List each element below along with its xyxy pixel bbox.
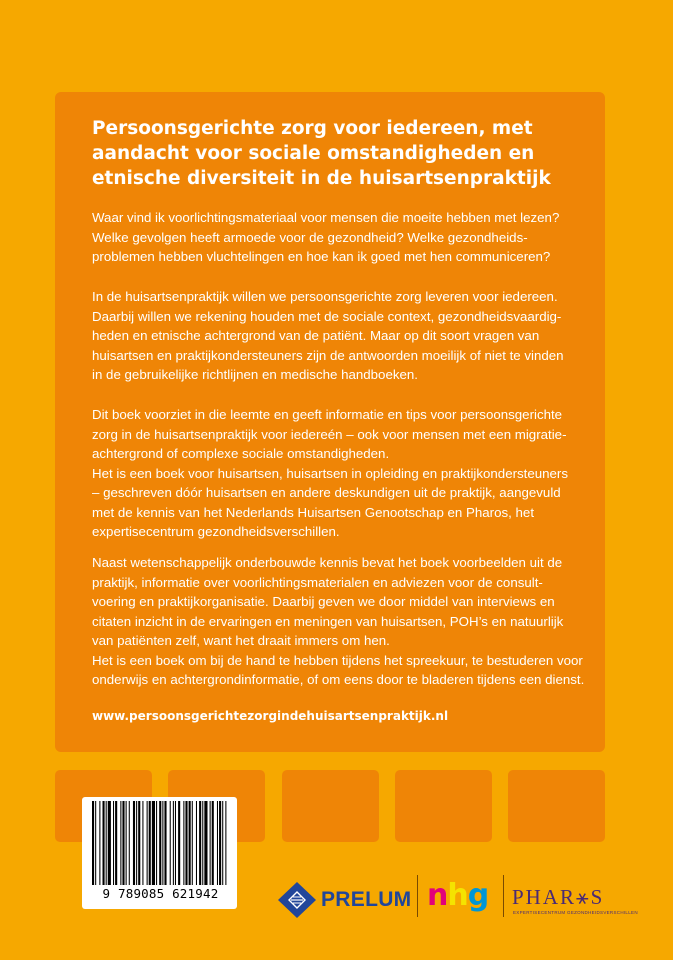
- barcode-bar: [115, 801, 117, 885]
- text-line: Het is een boek om bij de hand te hebben tijdens het spreekuur, te bestuderen voor: [92, 652, 583, 668]
- website-link[interactable]: www.persoonsgerichtezorgindehuisartsenpraktijk.nl: [92, 709, 449, 723]
- barcode-number: 9 789085 621942: [102, 886, 219, 901]
- publisher-logos: [275, 870, 638, 925]
- barcode-bar: [103, 801, 105, 885]
- text-line: expertisecentrum gezondheidsverschillen.: [92, 524, 340, 539]
- barcode-bar: [106, 801, 107, 885]
- prelum-logo-text: PRELUM: [321, 888, 412, 911]
- barcode-bar: [133, 801, 135, 885]
- barcode-bar: [210, 801, 211, 885]
- barcode-bar: [217, 801, 218, 885]
- barcode-bar: [129, 801, 130, 885]
- barcode-bar: [219, 801, 221, 885]
- text-line: Naast wetenschappelijk onderbouwde kennis bevat het boek voorbeelden uit de: [92, 555, 563, 570]
- barcode-bar: [156, 801, 157, 885]
- barcode-bar: [149, 801, 151, 885]
- barcode-bar: [99, 801, 100, 885]
- barcode-bar: [222, 801, 223, 885]
- paragraph-questions: [92, 208, 592, 267]
- text-line: zorg in de huisartsenpraktijk voor iedereén – ook voor mensen met een migratie-: [92, 426, 567, 442]
- barcode-bar: [162, 801, 163, 885]
- logo-divider: [417, 875, 418, 917]
- text-line: achtergrond of complexe sociale omstandigheden.: [92, 446, 390, 461]
- barcode-bar: [199, 801, 201, 885]
- text-line: In de huisartsenpraktijk willen we persoonsgerichte zorg leveren voor iedereen.: [92, 289, 558, 304]
- text-line: van patiënten zelf, want het draait immers om hen.: [92, 633, 390, 648]
- text-line: onderwijs en achtergrondinformatie, of om eens door te bladeren tijdens een dienst.: [92, 672, 585, 687]
- prelum-logo-icon: [278, 882, 316, 918]
- paragraph-context: [92, 287, 592, 385]
- text-line: heden en etnische achtergrond van de patiënt. Maar op dit soort vragen van: [92, 328, 540, 343]
- text-line: citaten inzicht in de ervaringen en meningen van huisartsen, POH’s en natuurlijk: [92, 613, 564, 629]
- logo-divider: [503, 875, 504, 917]
- barcode-bar: [164, 801, 166, 885]
- title-line: Persoonsgerichte zorg voor iedereen, met: [92, 118, 533, 139]
- barcode-bar: [95, 801, 96, 885]
- barcode-bar: [92, 801, 94, 885]
- text-line: – geschreven dóór huisartsen en andere deskundigen uit de praktijk, aangevuld: [92, 485, 561, 500]
- barcode-bar: [212, 801, 214, 885]
- barcode-bar: [185, 801, 187, 885]
- text-line: voering en praktijkorganisatie. Daarbij geven we door middel van interviews en: [92, 594, 555, 609]
- barcode-bar: [147, 801, 148, 885]
- barcode-bar: [196, 801, 197, 885]
- barcode-bar: [189, 801, 191, 885]
- decor-tile: [508, 770, 605, 842]
- pharos-logo-subtitle: EXPERTISECENTRUM GEZONDHEIDSVERSCHILLEN: [513, 910, 638, 915]
- nhg-letter-h: h: [447, 878, 468, 913]
- isbn-barcode: [82, 797, 237, 909]
- text-line: problemen hebben vluchtelingen en hoe kan ik goed met hen communiceren?: [92, 249, 551, 264]
- title-line: etnische diversiteit in de huisartsenpraktijk: [92, 168, 551, 189]
- barcode-bar: [113, 801, 114, 885]
- barcode-bar: [108, 801, 111, 885]
- text-line: Het is een boek voor huisartsen, huisartsen in opleiding en praktijkondersteuners: [92, 465, 569, 481]
- decor-tile: [282, 770, 379, 842]
- barcode-bar: [152, 801, 155, 885]
- barcode-bar: [204, 801, 207, 885]
- barcode-bar: [170, 801, 171, 885]
- text-line: huisartsen en praktijkondersteuners zijn de antwoorden moeilijk of niet te vinden: [92, 347, 564, 363]
- text-line: Daarbij willen we rekening houden met de sociale context, gezondheidsvaardig-: [92, 308, 562, 324]
- text-line: praktijk, informatie over voorlichtingsmaterialen en adviezen voor de consult-: [92, 574, 543, 590]
- nhg-letter-n: n: [427, 878, 448, 913]
- nhg-letter-g: g: [467, 878, 489, 913]
- text-line: Dit boek voorziet in die leemte en geeft informatie en tips voor persoonsgerichte: [92, 407, 563, 422]
- barcode-bar: [173, 801, 174, 885]
- paragraph-contents: [92, 553, 592, 690]
- barcode-bar: [178, 801, 180, 885]
- barcode-bar: [159, 801, 161, 885]
- barcode-bar: [142, 801, 143, 885]
- barcode-bar: [126, 801, 127, 885]
- text-line: Welke gevolgen heeft armoede voor de gezondheid? Welke gezondheids-: [92, 229, 528, 245]
- barcode-bar: [122, 801, 124, 885]
- barcode-bar: [138, 801, 140, 885]
- pharos-logo-text: PHAR⚹S: [512, 885, 605, 909]
- barcode-bar: [202, 801, 203, 885]
- text-line: Waar vind ik voorlichtingsmateriaal voor mensen die moeite hebben met lezen?: [92, 210, 560, 225]
- text-line: in de gebruikelijke richtlijnen en medische handboeken.: [92, 367, 418, 382]
- text-line: met de kennis van het Nederlands Huisartsen Genootschap en Pharos, het: [92, 504, 535, 520]
- paragraph-book-purpose: [92, 405, 592, 542]
- nhg-logo: [427, 878, 488, 913]
- barcode-bar: [175, 801, 176, 885]
- title-line: aandacht voor sociale omstandigheden en: [92, 143, 535, 164]
- barcode-bars: [88, 801, 231, 885]
- barcode-bar: [192, 801, 193, 885]
- barcode-bar: [225, 801, 226, 885]
- barcode-bar: [136, 801, 137, 885]
- barcode-bar: [120, 801, 121, 885]
- decor-tile: [395, 770, 492, 842]
- barcode-bar: [183, 801, 184, 885]
- book-title: [92, 116, 592, 191]
